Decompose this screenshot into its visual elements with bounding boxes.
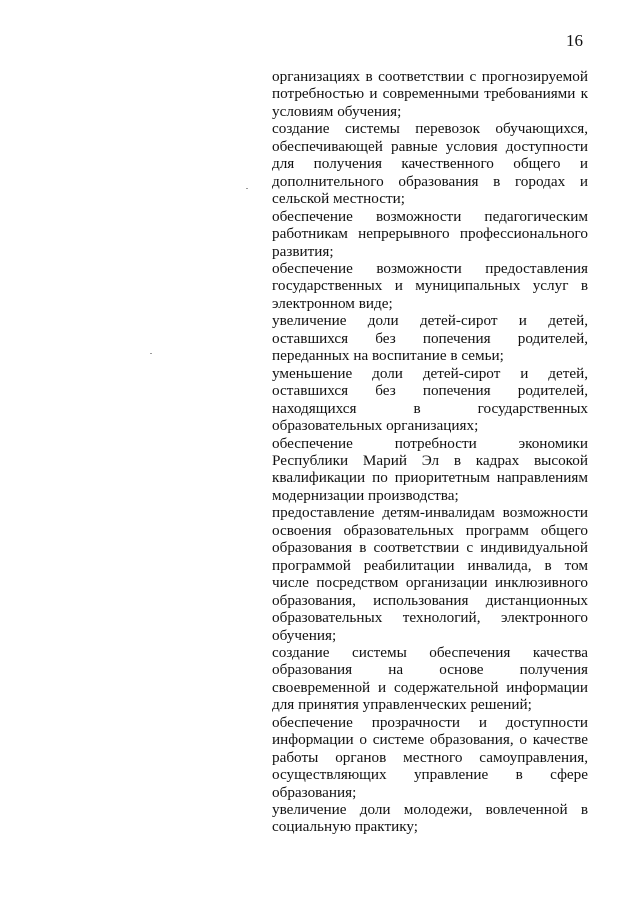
list-item: обеспечение возможности педагогическим работникам непрерывного профессионального развития; (272, 207, 588, 260)
list-item: увеличение доли молодежи, вовлеченной в социальную практику; (272, 801, 588, 836)
list-item: увеличение доли детей-сирот и детей, оставшихся без попечения родителей, переданных на воспитание в семьи; (272, 312, 588, 365)
list-item: обеспечение потребности экономики Республики Марий Эл в кадрах высокой квалификации по приоритетным направлениям модернизации производства; (272, 434, 588, 504)
list-item: организациях в соответствии с прогнозируемой потребностью и современными требованиями к условиям обучения; (272, 68, 588, 120)
scan-speck (246, 188, 248, 189)
document-body (272, 68, 588, 836)
scan-speck (150, 353, 152, 354)
list-item: предоставление детям-инвалидам возможности освоения образовательных программ общего образования в соответствии с индивидуальной программой реабилитации инвалида, в том числе посредством организации инклюзивного образования, использования дистанционных образовательных технологий, электронного обучения; (272, 504, 588, 644)
list-item: создание системы обеспечения качества образования на основе получения своевременной и содержательной информации для принятия управленческих решений; (272, 643, 588, 714)
list-item: создание системы перевозок обучающихся, обеспечивающей равные условия доступности для получения качественного общего и дополнительного образования в городах и сельской местности; (272, 120, 588, 208)
list-item: уменьшение доли детей-сирот и детей, оставшихся без попечения родителей, находящихся в государственных образовательных организациях; (272, 364, 588, 435)
list-item: обеспечение возможности предоставления государственных и муниципальных услуг в электронном виде; (272, 259, 588, 312)
list-item: обеспечение прозрачности и доступности информации о системе образования, о качестве работы органов местного самоуправления, осуществляющих управление в сфере образования; (272, 713, 588, 801)
page-number: 16 (566, 31, 583, 50)
